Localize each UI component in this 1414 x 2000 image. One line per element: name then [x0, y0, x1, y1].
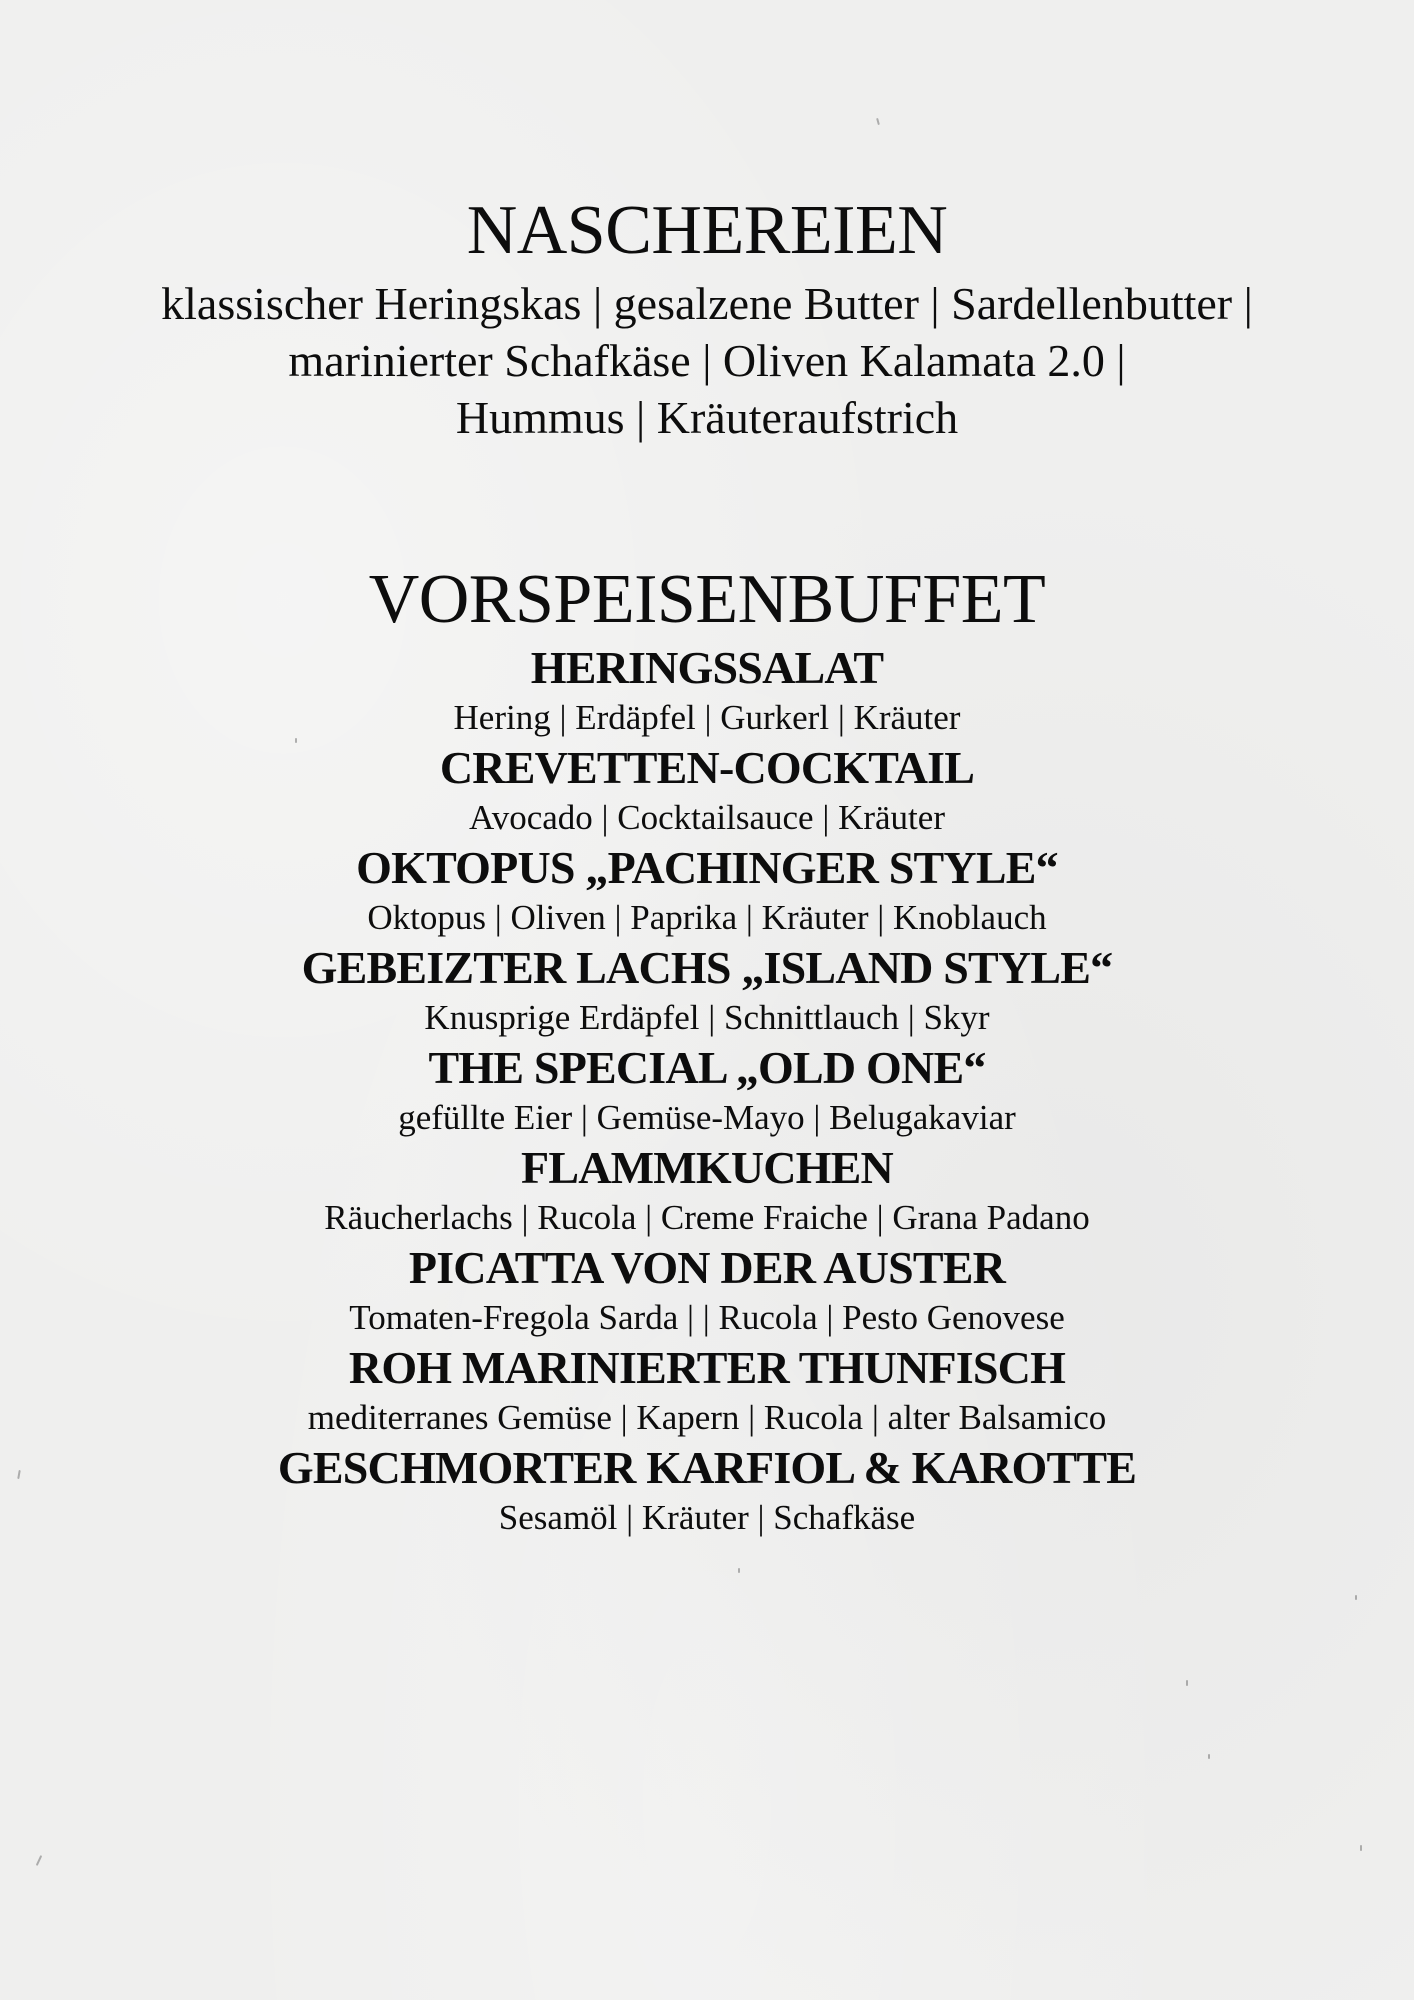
buffet-item	[0, 1143, 1414, 1243]
buffet-item	[0, 1243, 1414, 1343]
paper-speck	[876, 118, 880, 125]
paper-speck	[36, 1855, 42, 1866]
buffet-item	[0, 1043, 1414, 1143]
buffet-item-list	[0, 643, 1414, 1543]
item-title: HERINGSSALAT	[530, 642, 884, 693]
item-title: GEBEIZTER LACHS „ISLAND STYLE“	[301, 942, 1113, 993]
paper-speck	[1208, 1754, 1210, 1759]
item-title: CREVETTEN-COCKTAIL	[439, 742, 975, 793]
item-description: gefüllte Eier | Gemüse-Mayo | Belugakaviar	[398, 1098, 1016, 1137]
buffet-item	[0, 643, 1414, 743]
buffet-item	[0, 743, 1414, 843]
item-title: THE SPECIAL „OLD ONE“	[428, 1042, 986, 1093]
naschereien-line: Hummus | Kräuteraufstrich	[455, 392, 959, 443]
item-description: Räucherlachs | Rucola | Creme Fraiche | Grana Padano	[324, 1198, 1090, 1237]
buffet-item	[0, 1343, 1414, 1443]
item-title: ROH MARINIERTER THUNFISCH	[348, 1342, 1066, 1393]
item-description: Knusprige Erdäpfel | Schnittlauch | Skyr	[424, 998, 990, 1037]
naschereien-heading: NASCHEREIEN	[466, 192, 948, 269]
paper-speck	[738, 1568, 740, 1573]
naschereien-line: marinierter Schafkäse | Oliven Kalamata 2.0 |	[288, 335, 1126, 386]
item-description: Oktopus | Oliven | Paprika | Kräuter | Knoblauch	[367, 898, 1047, 937]
buffet-item	[0, 843, 1414, 943]
naschereien-items	[60, 275, 1354, 446]
item-title: PICATTA VON DER AUSTER	[408, 1242, 1006, 1293]
buffet-item	[0, 1443, 1414, 1543]
paper-speck	[1360, 1845, 1362, 1851]
item-description: mediterranes Gemüse | Kapern | Rucola | alter Balsamico	[307, 1398, 1107, 1437]
naschereien-line: klassischer Heringskas | gesalzene Butter | Sardellenbutter |	[161, 278, 1253, 329]
item-title: GESCHMORTER KARFIOL & KAROTTE	[277, 1442, 1137, 1493]
paper-speck	[1186, 1680, 1188, 1686]
vorspeisenbuffet-heading: VORSPEISENBUFFET	[368, 561, 1046, 638]
item-description: Sesamöl | Kräuter | Schafkäse	[498, 1498, 916, 1537]
item-description: Avocado | Cocktailsauce | Kräuter	[469, 798, 945, 837]
item-title: FLAMMKUCHEN	[521, 1142, 893, 1193]
buffet-item	[0, 943, 1414, 1043]
item-title: OKTOPUS „PACHINGER STYLE“	[356, 842, 1058, 893]
paper-speck	[1355, 1595, 1357, 1600]
item-description: Hering | Erdäpfel | Gurkerl | Kräuter	[453, 698, 961, 737]
item-description: Tomaten-Fregola Sarda | | Rucola | Pesto Genovese	[349, 1298, 1065, 1337]
